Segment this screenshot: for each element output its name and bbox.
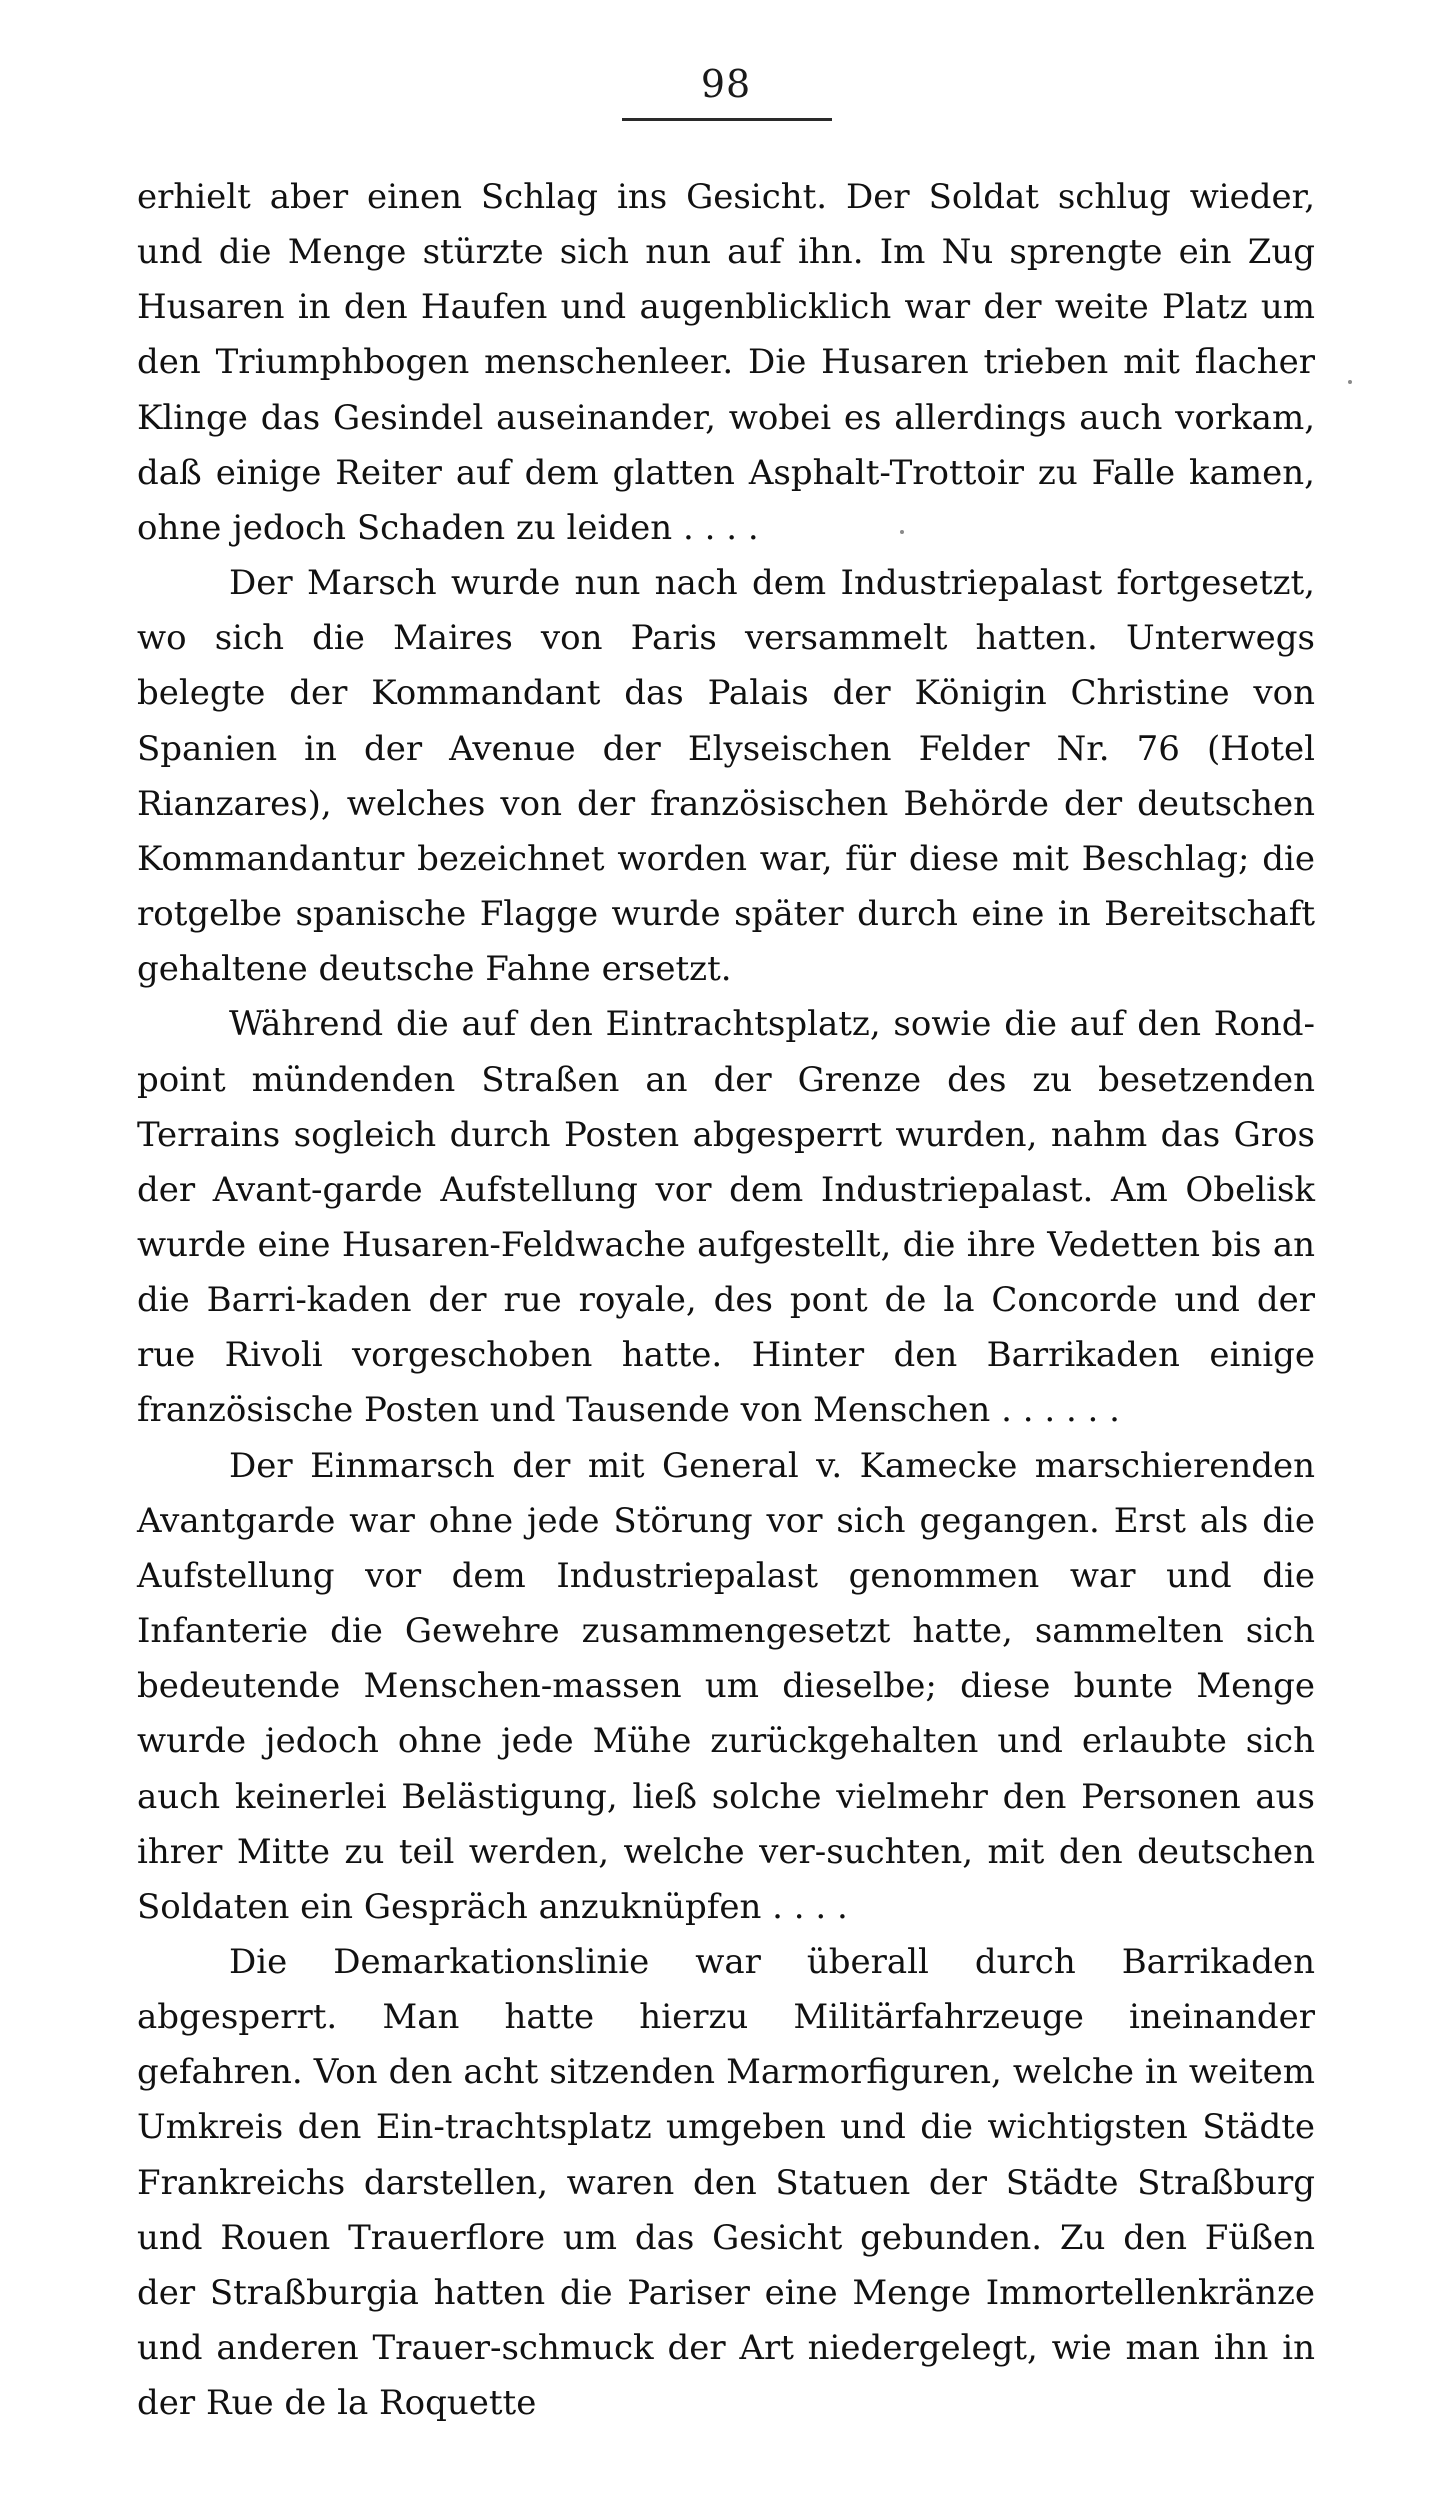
body-text — [137, 170, 1315, 2431]
paragraph-1: erhielt aber einen Schlag ins Gesicht. Der Soldat schlug wieder, und die Menge stürzte sich nun auf ihn. Im Nu sprengte ein Zug Husaren in den Haufen und augenblicklich war der weite Platz um den Triumphbogen menschenleer. Die Husaren trieben mit flacher Klinge das Gesindel auseinander, wobei es allerdings auch vorkam, daß einige Reiter auf dem glatten Asphalt-Trottoir zu Falle kamen, ohne jedoch Schaden zu leiden . . . . — [137, 177, 1315, 548]
paragraph-5: Die Demarkationslinie war überall durch Barrikaden abgesperrt. Man hatte hierzu Militärfahrzeuge ineinander gefahren. Von den acht sitzenden Marmorfiguren, welche in weitem Umkreis den Ein-trachtsplatz umgeben und die wichtigsten Städte Frankreichs darstellen, waren den Statuen der Städte Straßburg und Rouen Trauerflore um das Gesicht gebunden. Zu den Füßen der Straßburgia hatten die Pariser eine Menge Immortellenkränze und anderen Trauer-schmuck der Art niedergelegt, wie man ihn in der Rue de la Roquette — [137, 1942, 1315, 2424]
header-rule — [622, 118, 832, 121]
paragraph-4: Der Einmarsch der mit General v. Kamecke marschierenden Avantgarde war ohne jede Störung vor sich gegangen. Erst als die Aufstellung vor dem Industriepalast genommen war und die Infanterie die Gewehre zusammengesetzt hatte, sammelten sich bedeutende Menschen-massen um dieselbe; diese bunte Menge wurde jedoch ohne jede Mühe zurückgehalten und erlaubte sich auch keinerlei Belästigung, ließ solche vielmehr den Personen aus ihrer Mitte zu teil werden, welche ver-suchten, mit den deutschen Soldaten ein Gespräch anzuknüpfen . . . . — [137, 1445, 1315, 1927]
print-speck — [1348, 380, 1352, 384]
page-number: 98 — [700, 62, 752, 106]
paragraph-2: Der Marsch wurde nun nach dem Industriepalast fortgesetzt, wo sich die Maires von Paris versammelt hatten. Unterwegs belegte der Kommandant das Palais der Königin Christine von Spanien in der Avenue der Elyseischen Felder Nr. 76 (Hotel Rianzares), welches von der französischen Behörde der deutschen Kommandantur bezeichnet worden war, für diese mit Beschlag; die rotgelbe spanische Flagge wurde später durch eine in Bereitschaft gehaltene deutsche Fahne ersetzt. — [137, 563, 1315, 990]
paragraph-3: Während die auf den Eintrachtsplatz, sowie die auf den Rond-point mündenden Straßen an der Grenze des zu besetzenden Terrains sogleich durch Posten abgesperrt wurden, nahm das Gros der Avant-garde Aufstellung vor dem Industriepalast. Am Obelisk wurde eine Husaren-Feldwache aufgestellt, die ihre Vedetten bis an die Barri-kaden der rue royale, des pont de la Concorde und der rue Rivoli vorgeschoben hatte. Hinter den Barrikaden einige französische Posten und Tausende von Menschen . . . . . . — [137, 1004, 1315, 1431]
print-speck — [900, 530, 904, 534]
